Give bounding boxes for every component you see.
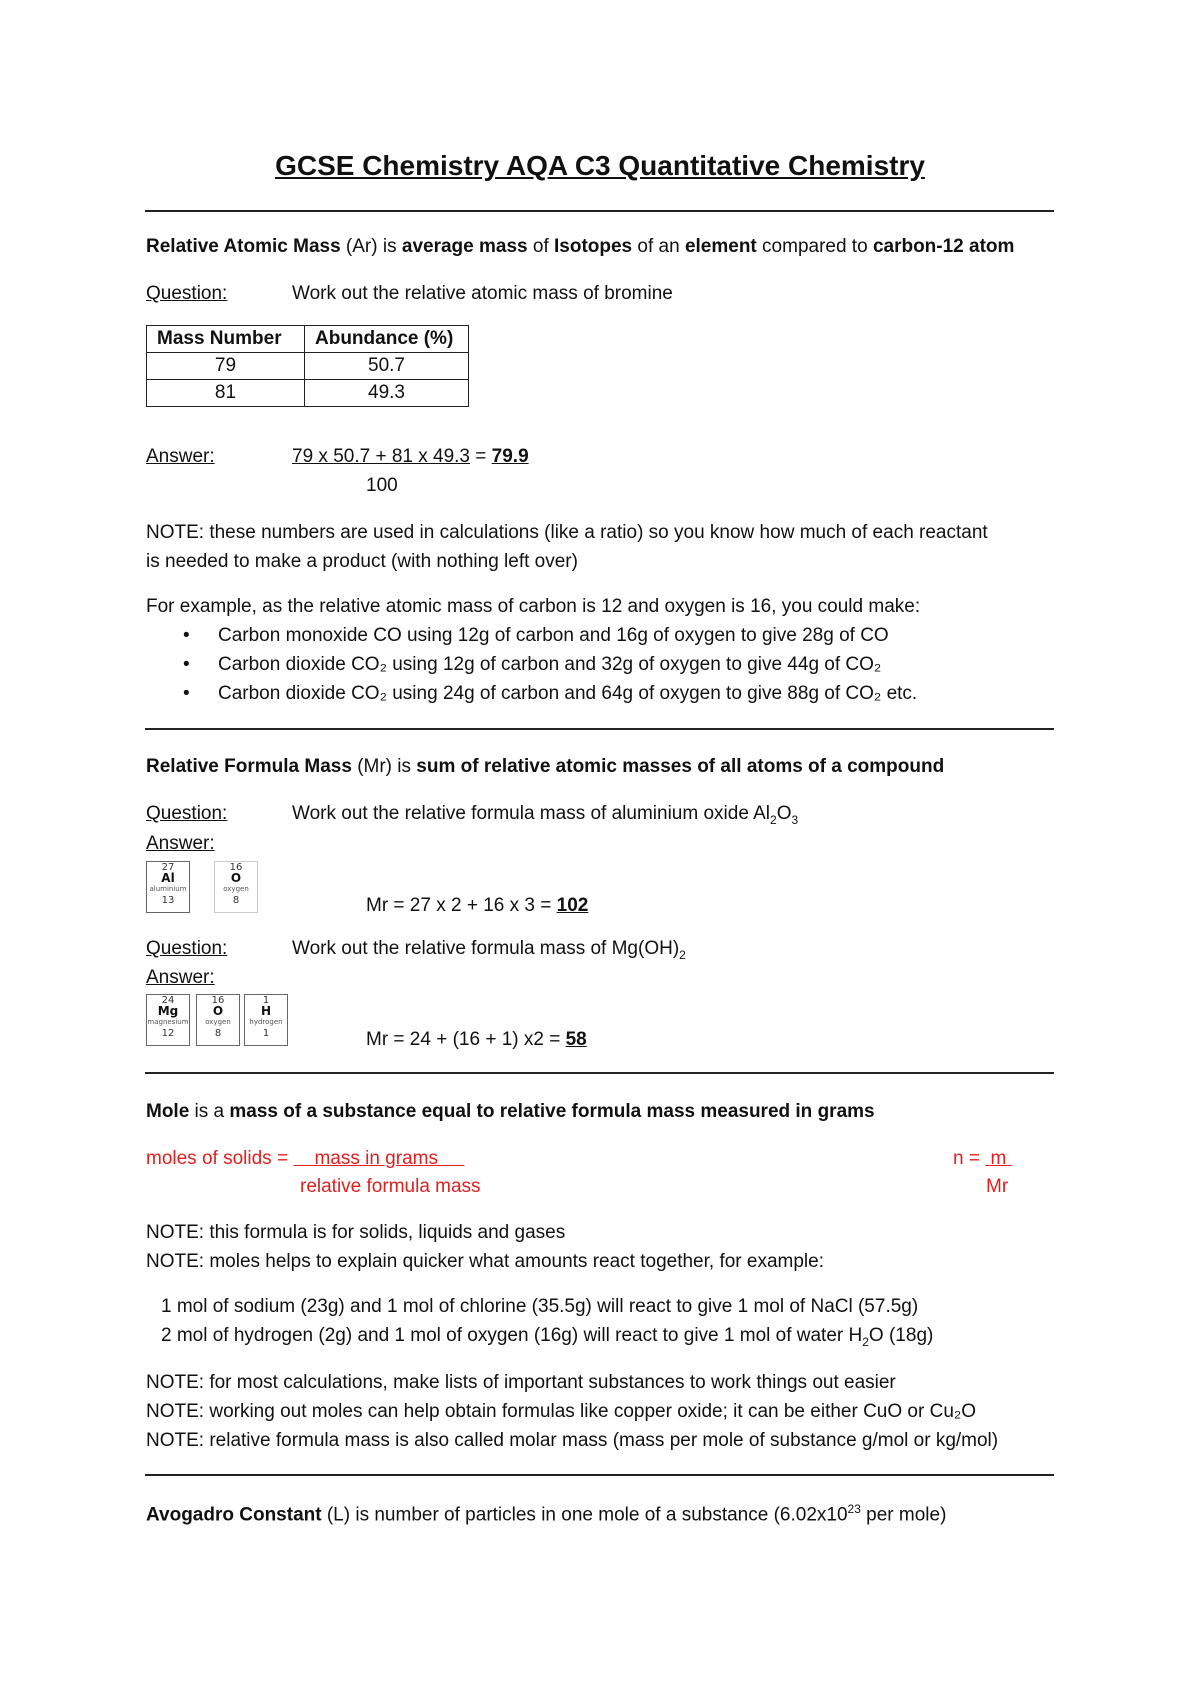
element-tile-oxygen: 16 O oxygen 8 — [196, 994, 240, 1046]
question-label: Question: — [146, 283, 228, 304]
ram-term: Relative Atomic Mass — [146, 236, 341, 257]
answer-result: 58 — [565, 1029, 587, 1050]
answer-label: Answer: — [146, 967, 215, 988]
question-text: Work out the relative atomic mass of bromine — [292, 283, 673, 304]
table-cell: 50.7 — [305, 353, 469, 380]
avogadro-definition: Avogadro Constant (L) is number of particles in one mole of a substance ($6.02x10^{23}$ per mole) — [146, 1502, 947, 1526]
table-row — [147, 380, 469, 407]
list-item: Carbon dioxide CO₂ using 12g of carbon and 32g of oxygen to give 44g of CO₂ — [218, 654, 882, 675]
table-cell: 79 — [147, 353, 305, 380]
page-title: GCSE Chemistry AQA C3 Quantitative Chemistry — [275, 150, 925, 181]
n-formula-denominator: Mr — [986, 1176, 1009, 1197]
rfm-definition: Relative Formula Mass (Mr) is sum of relative atomic masses of all atoms of a compound — [146, 756, 945, 777]
table-cell: 49.3 — [305, 380, 469, 407]
divider — [145, 728, 1054, 730]
element-tile-magnesium: 24 Mg magnesium 12 — [146, 994, 190, 1046]
header-mass-number: Mass Number — [147, 326, 305, 353]
n-formula: n = m — [953, 1148, 1012, 1169]
divider — [145, 210, 1054, 212]
example-line: 2 mol of hydrogen (2g) and 1 mol of oxygen (16g) will react to give 1 mol of water $H_2O$ (18g) — [161, 1325, 934, 1349]
avogadro-term: Avogadro Constant — [146, 1504, 322, 1526]
note: NOTE: relative formula mass is also called molar mass (mass per mole of substance g/mol or kg/mol) — [146, 1430, 999, 1451]
table-row — [147, 353, 469, 380]
note: NOTE: for most calculations, make lists of important substances to work things out easier — [146, 1372, 896, 1393]
note: NOTE: working out moles can help obtain formulas like copper oxide; it can be either CuO or Cu₂O — [146, 1401, 977, 1422]
note: NOTE: these numbers are used in calculations (like a ratio) so you know how much of each reactant — [146, 522, 988, 543]
note: NOTE: this formula is for solids, liquids and gases — [146, 1222, 566, 1243]
ram-definition: Relative Atomic Mass (Ar) is average mass of Isotopes of an element compared to carbon-12 atom — [146, 236, 1015, 257]
answer-equation: Mr = 24 + (16 + 1) x2 = 58 — [366, 1029, 587, 1050]
element-tile-oxygen: 16 O oxygen 8 — [214, 861, 258, 913]
list-item: Carbon monoxide CO using 12g of carbon and 16g of oxygen to give 28g of CO — [218, 625, 889, 646]
mole-formula-denominator: relative formula mass — [300, 1176, 481, 1197]
table-cell: 81 — [147, 380, 305, 407]
mole-term: Mole — [146, 1101, 190, 1122]
divider — [145, 1072, 1054, 1074]
bullet-icon: • — [183, 683, 190, 704]
header-abundance: Abundance (%) — [305, 326, 469, 353]
question-text: Work out the relative formula mass of $Mg(OH)_2$ — [292, 938, 686, 962]
note: NOTE: moles helps to explain quicker what amounts react together, for example: — [146, 1251, 825, 1272]
answer-label: Answer: — [146, 833, 215, 854]
abundance-table — [146, 325, 469, 407]
answer-label: Answer: — [146, 446, 215, 467]
answer-result: 79.9 — [491, 446, 529, 467]
element-tile-aluminium: 27 Al aluminium 13 — [146, 861, 190, 913]
bullet-icon: • — [183, 625, 190, 646]
mole-definition: Mole is a mass of a substance equal to relative formula mass measured in grams — [146, 1101, 875, 1122]
note-continued: is needed to make a product (with nothing left over) — [146, 551, 578, 572]
rfm-term: Relative Formula Mass — [146, 756, 352, 777]
example-line: 1 mol of sodium (23g) and 1 mol of chlorine (35.5g) will react to give 1 mol of NaCl (57.5g) — [161, 1296, 919, 1317]
question-label: Question: — [146, 803, 228, 824]
element-tile-hydrogen: 1 H hydrogen 1 — [244, 994, 288, 1046]
bullet-icon: • — [183, 654, 190, 675]
divider — [145, 1474, 1054, 1476]
table-header-row — [147, 326, 469, 353]
question-label: Question: — [146, 938, 228, 959]
answer-denominator: 100 — [366, 475, 398, 496]
example-intro: For example, as the relative atomic mass of carbon is 12 and oxygen is 16, you could make: — [146, 596, 921, 617]
list-item: Carbon dioxide CO₂ using 24g of carbon and 64g of oxygen to give 88g of CO₂ etc. — [218, 683, 918, 704]
answer-equation: Mr = 27 x 2 + 16 x 3 = 102 — [366, 895, 589, 916]
answer-equation: 79 x 50.7 + 81 x 49.3 = 79.9 — [292, 446, 529, 467]
mole-formula: moles of solids = mass in grams — [146, 1148, 465, 1169]
question-text: Work out the relative formula mass of aluminium oxide $Al_2O_3$ — [292, 803, 799, 827]
answer-result: 102 — [556, 895, 589, 916]
